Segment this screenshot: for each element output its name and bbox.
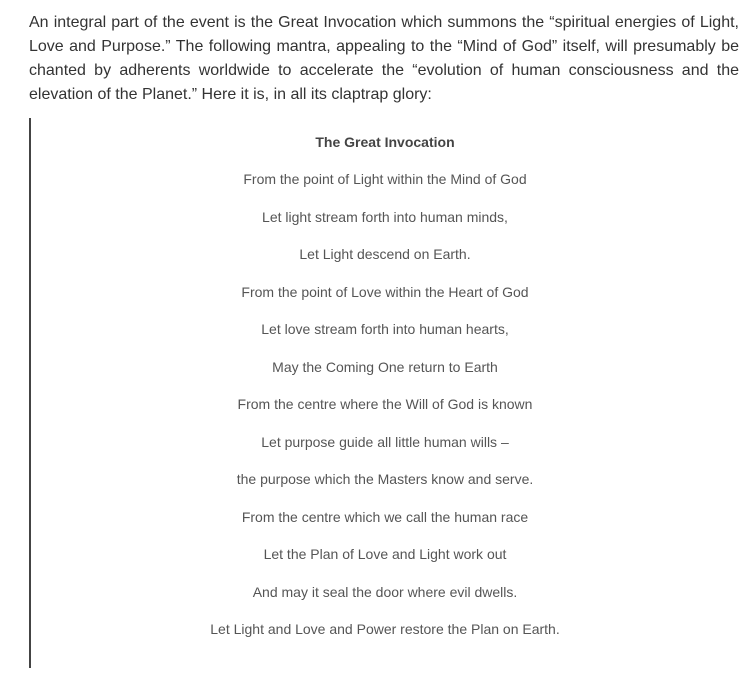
poem-line: the purpose which the Masters know and serve. — [236, 471, 534, 487]
poem-line: From the point of Love within the Heart of God — [241, 283, 529, 300]
poem-line: Let love stream forth into human hearts, — [261, 321, 509, 337]
poem-line: Let light stream forth into human minds, — [262, 208, 508, 225]
poem-line: From the centre where the Will of God is known — [237, 396, 533, 412]
poem-line: Let the Plan of Love and Light work out — [263, 546, 507, 562]
poem-line: From the point of Light within the Mind of God — [243, 171, 527, 187]
intro-paragraph: An integral part of the event is the Great Invocation which summons the “spiritual energies of Light, Love and Purpose.” The following mantra, appealing to the “Mind of God” itself, will presumably be chanted by adherents worldwide to accelerate the “evolution of human consciousness and the elevation of the Planet.” Here it is, in all its claptrap glory: — [29, 14, 739, 103]
invocation-blockquote — [29, 118, 739, 668]
poem-line: Let Light descend on Earth. — [299, 246, 471, 262]
poem-title: The Great Invocation — [315, 134, 455, 150]
poem-line: Let purpose guide all little human wills – — [261, 433, 509, 450]
poem-line: May the Coming One return to Earth — [272, 358, 498, 375]
poem-lines — [31, 170, 739, 658]
poem-line: Let Light and Love and Power restore the Plan on Earth. — [210, 621, 560, 637]
poem-line: From the centre which we call the human race — [241, 508, 529, 525]
poem-line: And may it seal the door where evil dwells. — [252, 583, 518, 600]
